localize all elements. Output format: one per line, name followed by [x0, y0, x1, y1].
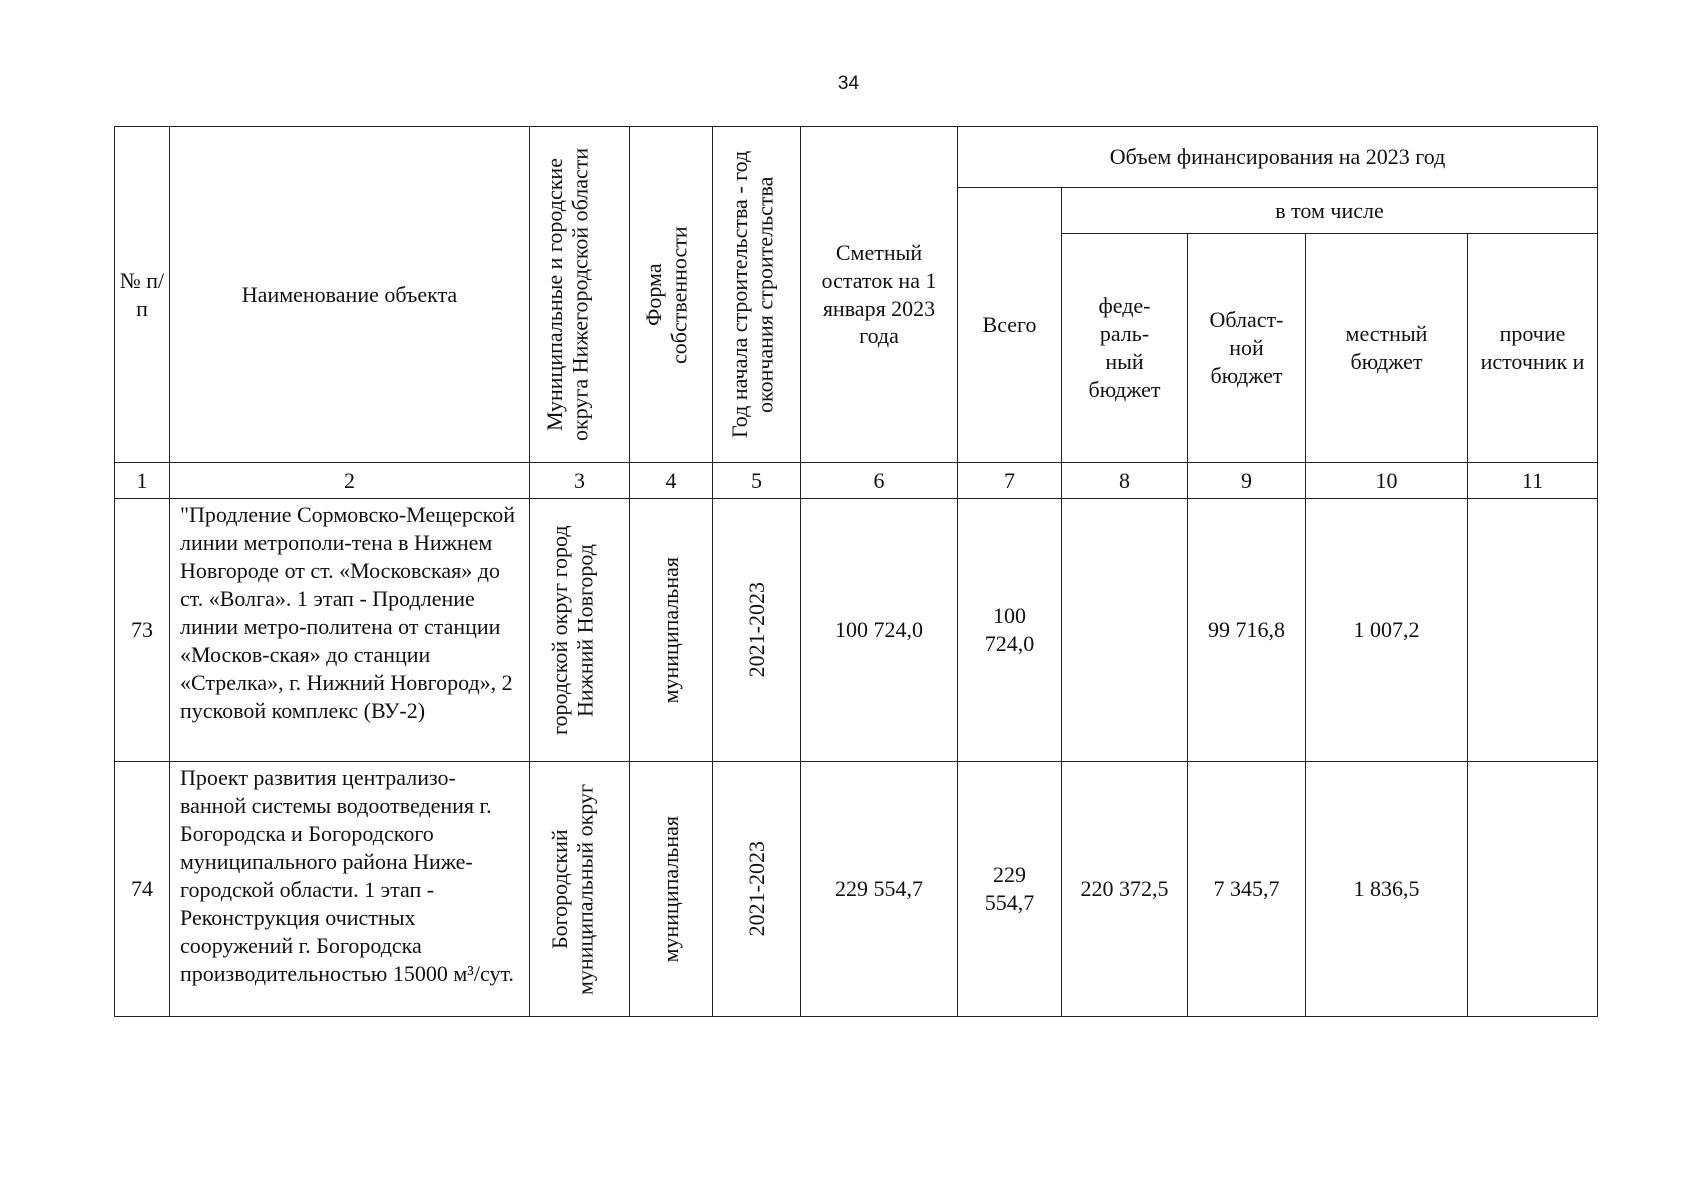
col-number: 9 [1188, 463, 1306, 499]
header-regional: Област-ной бюджет [1188, 234, 1306, 463]
row-local: 1 836,5 [1306, 762, 1468, 1017]
row-form-text: муниципальная [658, 815, 684, 963]
row-years-text: 2021-2023 [743, 582, 769, 678]
row-municipal [530, 499, 630, 762]
table-row [115, 499, 1598, 762]
row-other [1468, 499, 1598, 762]
row-total: 100 724,0 [958, 499, 1062, 762]
row-municipal [530, 762, 630, 1017]
header-municipal [530, 127, 630, 463]
row-name: "Продление Сормовско-Мещерской линии метрополи-тена в Нижнем Новгороде от ст. «Московская» до ст. «Волга». 1 этап - Продление линии метро-политена от станции «Москов-ская» до станции «Стрелка», г. Нижний Новгород», 2 пусковой комплекс (ВУ-2) [170, 499, 530, 762]
header-remaining: Сметный остаток на 1 января 2023 года [801, 127, 958, 463]
row-municipal-text: Богородский муниципальный округ [546, 783, 597, 995]
header-municipal-text: Муниципальные и городские округа Нижегородской области [541, 147, 592, 442]
col-number: 5 [713, 463, 801, 499]
row-num: 74 [115, 762, 170, 1017]
row-years-text: 2021-2023 [743, 841, 769, 937]
row-municipal-text: городской округ город Нижний Новгород [546, 525, 597, 735]
row-num: 73 [115, 499, 170, 762]
row-years [713, 762, 801, 1017]
row-local: 1 007,2 [1306, 499, 1468, 762]
page-number: 34 [837, 73, 860, 94]
row-regional: 99 716,8 [1188, 499, 1306, 762]
col-number: 6 [801, 463, 958, 499]
col-number: 1 [115, 463, 170, 499]
header-num: № п/п [115, 127, 170, 463]
row-form-text: муниципальная [658, 556, 684, 704]
header-local: местный бюджет [1306, 234, 1468, 463]
row-years [713, 499, 801, 762]
row-form [630, 762, 713, 1017]
row-total: 229 554,7 [958, 762, 1062, 1017]
header-other: прочие источник и [1468, 234, 1598, 463]
row-form [630, 499, 713, 762]
financing-table [114, 126, 1598, 1017]
row-regional: 7 345,7 [1188, 762, 1306, 1017]
col-number: 11 [1468, 463, 1598, 499]
col-number: 4 [630, 463, 713, 499]
header-total: Всего [958, 188, 1062, 463]
row-remaining: 100 724,0 [801, 499, 958, 762]
col-number: 3 [530, 463, 630, 499]
row-name: Проект развития централизо-ванной системы водоотведения г. Богородска и Богородского муниципального района Ниже-городской области. 1 этап - Реконструкция очистных сооружений г. Богородска производительностью 15000 м³/сут. [170, 762, 530, 1017]
header-form [630, 127, 713, 463]
col-number: 7 [958, 463, 1062, 499]
row-remaining: 229 554,7 [801, 762, 958, 1017]
header-years-text: Год начала строительства - год окончания строительства [726, 150, 777, 439]
header-form-text: Форма собственности [641, 225, 692, 364]
col-number: 8 [1062, 463, 1188, 499]
table-row [115, 762, 1598, 1017]
row-other [1468, 762, 1598, 1017]
header-including: в том числе [1062, 188, 1598, 234]
header-years [713, 127, 801, 463]
header-federal: феде-раль-ный бюджет [1062, 234, 1188, 463]
col-number: 10 [1306, 463, 1468, 499]
header-financing: Объем финансирования на 2023 год [958, 127, 1598, 188]
row-federal: 220 372,5 [1062, 762, 1188, 1017]
row-federal [1062, 499, 1188, 762]
col-number: 2 [170, 463, 530, 499]
header-name: Наименование объекта [170, 127, 530, 463]
